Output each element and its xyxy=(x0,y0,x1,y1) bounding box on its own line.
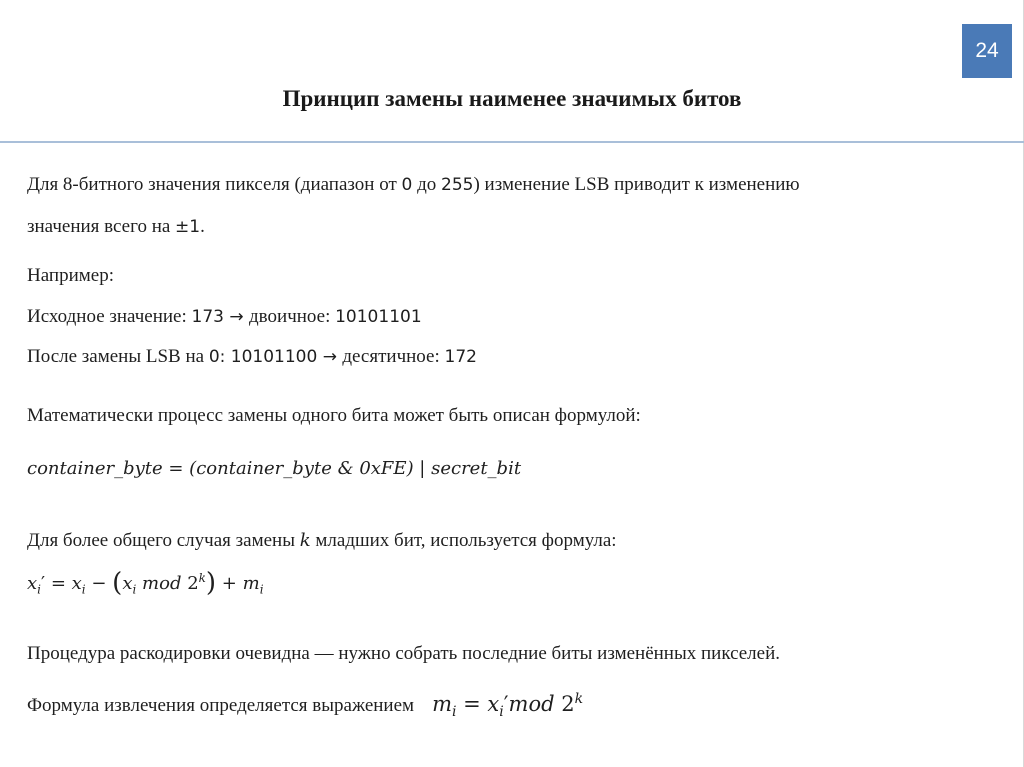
example-original-value xyxy=(27,306,422,328)
sub: i xyxy=(451,704,457,721)
text: до xyxy=(412,174,442,195)
page-number-badge: 24 xyxy=(962,24,1012,78)
extraction-line xyxy=(27,691,583,720)
math-intro: Математически процесс замены одного бита может быть описан формулой: xyxy=(27,405,641,426)
mod: mod xyxy=(136,573,188,594)
text: значения всего на xyxy=(27,216,176,237)
open-paren: ( xyxy=(112,568,123,598)
example-label: Например: xyxy=(27,265,114,286)
var: x xyxy=(487,692,500,716)
sub: i xyxy=(37,582,41,597)
paragraph-lsb-line2 xyxy=(27,216,205,238)
text: . xyxy=(200,216,205,237)
sub: i xyxy=(499,704,504,721)
sub: i xyxy=(81,582,86,597)
formula-single-bit: container_byte = (container_byte & 0xFE) | secret_bit xyxy=(27,458,522,479)
plus: + xyxy=(216,573,243,594)
number: 255 xyxy=(441,175,474,195)
title-divider xyxy=(0,141,1024,143)
text: двоичное: xyxy=(249,306,336,327)
paragraph-lsb-line1 xyxy=(27,174,800,196)
text: Формула извлечения определяется выражением xyxy=(27,695,415,716)
text: десятичное: xyxy=(342,346,445,367)
formula-extraction xyxy=(432,691,583,720)
var: m xyxy=(242,573,260,594)
sub: i xyxy=(132,582,137,597)
two: 2 xyxy=(561,692,575,716)
two: 2 xyxy=(187,573,199,594)
prime: ′ xyxy=(503,692,509,716)
slide-title: Принцип замены наименее значимых битов xyxy=(282,86,742,111)
number: 0 xyxy=(401,175,413,195)
general-case-text xyxy=(27,530,617,552)
mod: mod xyxy=(508,692,562,716)
var: x xyxy=(71,573,82,594)
close-paren: ) xyxy=(205,568,217,598)
equals: = xyxy=(456,692,488,716)
var: m xyxy=(432,692,452,716)
plus-minus-one: ±1 xyxy=(175,217,201,237)
var: x xyxy=(27,573,38,594)
var: x xyxy=(122,573,133,594)
number: 173 → xyxy=(191,307,250,327)
sub: i xyxy=(259,582,264,597)
text: младших бит, используется формула: xyxy=(310,530,617,551)
text: Исходное значение: xyxy=(27,306,192,327)
exponent: k xyxy=(198,571,206,585)
number: 172 xyxy=(444,347,477,367)
text: После замены LSB на xyxy=(27,346,209,367)
decode-text: Процедура раскодировки очевидна — нужно собрать последние биты изменённых пикселей. xyxy=(27,643,781,664)
k-variable: k xyxy=(299,530,311,551)
exponent: k xyxy=(574,691,584,707)
example-replaced-value xyxy=(27,346,477,368)
text: ) изменение LSB приводит к изменению xyxy=(473,174,800,195)
binary-value: 0: 10101100 → xyxy=(208,347,343,367)
text: Для 8-битного значения пикселя (диапазон от xyxy=(27,174,402,195)
formula-k-bits xyxy=(27,568,264,598)
minus: − xyxy=(85,573,113,594)
text: Для более общего случая замены xyxy=(27,530,300,551)
binary-value: 10101101 xyxy=(335,307,422,327)
equals: = xyxy=(45,573,72,594)
prime: ′ xyxy=(41,573,46,594)
